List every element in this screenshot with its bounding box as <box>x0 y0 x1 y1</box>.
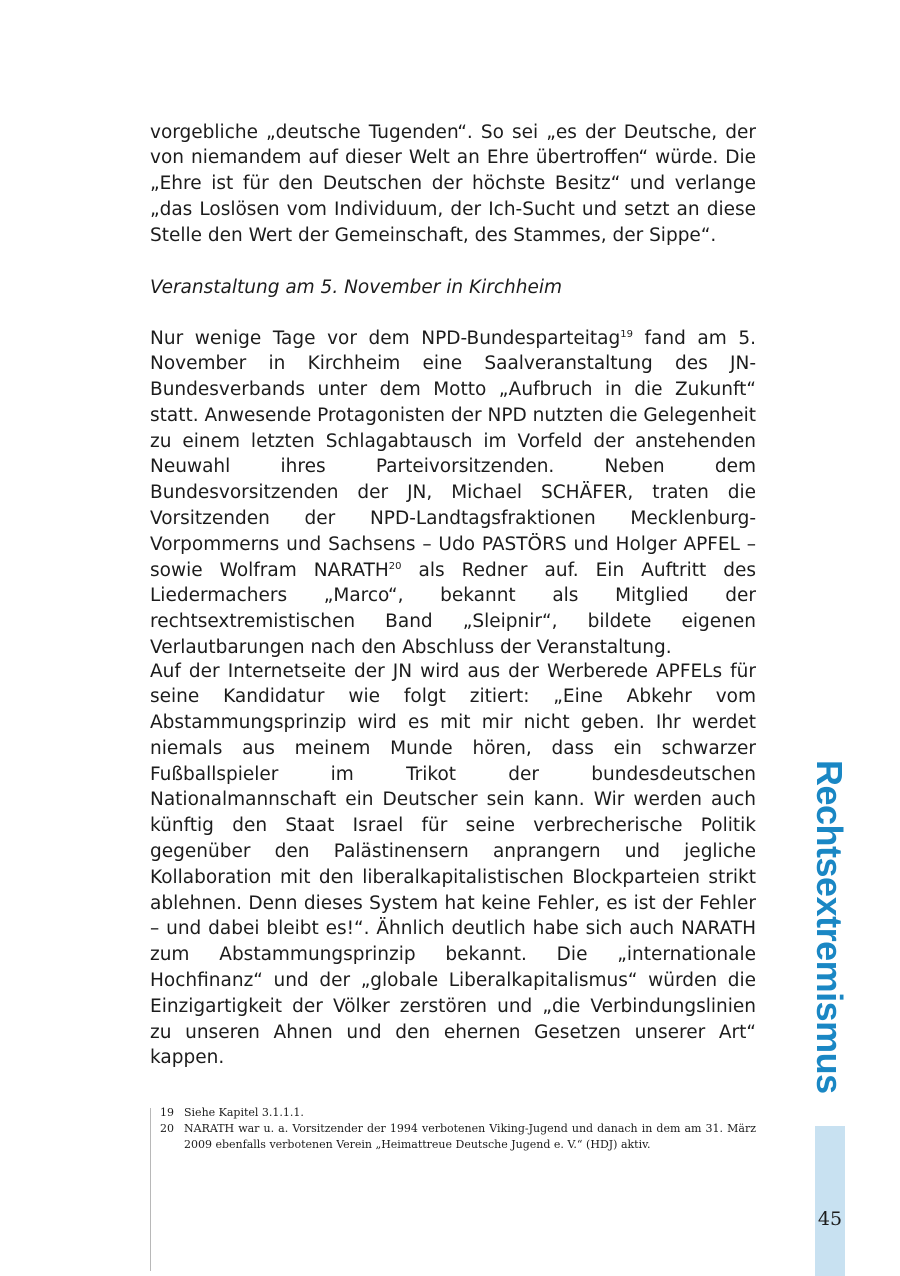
footnote-text: Siehe Kapitel 3.1.1.1. <box>184 1106 304 1119</box>
footnote-rule <box>150 1108 151 1271</box>
footnote-ref-20[interactable]: 20 <box>388 560 402 572</box>
chapter-side-title-text: Rechtsextremismus <box>809 760 850 1094</box>
body-paragraph-2 <box>150 326 756 661</box>
footnote-number: 20 <box>160 1122 174 1135</box>
footnote-19 <box>160 1105 756 1121</box>
footnote-20 <box>160 1121 756 1153</box>
footnote-text: NARATH war u. a. Vorsitzender der 1994 verbotenen Viking-Jugend und danach in dem am 31. März 2009 ebenfalls verbotenen Verein „Heimattreue Deutsche Jugend e. V.“ (HDJ) aktiv. <box>184 1122 756 1151</box>
body-paragraph-1: vorgebliche „deutsche Tugenden“. So sei „es der Deutsche, der von niemandem auf dieser Welt an Ehre übertroffen“ würde. Die „Ehre ist für den Deutschen der höchste Besitz“ und verlange „das Loslösen vom Individuum, der Ich-Sucht und setzt an diese Stelle den Wert der Gemeinschaft, des Stammes, der Sippe“. <box>150 121 756 246</box>
chapter-side-title <box>809 760 850 1094</box>
footnote-ref-19[interactable]: 19 <box>620 328 633 340</box>
body-paragraph-3: Auf der Internetseite der JN wird aus der Werberede APFELs für seine Kandidatur wie folgt zitiert: „Eine Abkehr vom Abstammungsprinzip wird es mit mir nicht geben. Ihr werdet niemals aus meinem Munde hören, dass ein schwarzer Fußballspieler im Trikot der bundesdeutschen Nationalmannschaft ein Deutscher sein kann. Wir werden auch künftig den Staat Israel für seine verbrecherische Politik gegenüber den Palästinensern anprangern und jegliche Kollaboration mit den liberalkapitalistischen Blockparteien strikt ablehnen. Denn dieses System hat keine Fehler, es ist der Fehler – und dabei bleibt es!“. Ähnlich deutlich habe sich auch NARATH zum Abstammungsprinzip bekannt. Die „internationale Hochfinanz“ und der „globale Liberalkapitalismus“ würden die Einzigartigkeit der Völker zerstören und „die Verbindungslinien zu unseren Ahnen und den ehernen Gesetzen unserer Art“ kappen. <box>150 660 756 1069</box>
paragraph-2-text-c: als Redner auf. Ein Auftritt des Liedermachers „Marco“, bekannt als Mitglied der rechtsextremistischen Band „Sleipnir“, bildete eigenen Verlautbarungen nach den Abschluss der Veranstaltung. <box>150 559 757 659</box>
paragraph-2-text-b: fand am 5. November in Kirchheim eine Saalveranstaltung des JN-Bundesverbands unter dem Motto „Aufbruch in die Zukunft“ statt. Anwesende Protagonisten der NPD nutzten die Gelegenheit zu einem letzten Schlagabtausch im Vorfeld der anstehenden Neuwahl ihres Parteivorsitzenden. Neben dem Bundesvorsitzenden der JN, Michael SCHÄFER, traten die Vorsitzenden der NPD-Landtagsfraktionen Mecklenburg-Vorpommerns und Sachsens – Udo PASTÖRS und Holger APFEL – sowie Wolfram NARATH <box>150 327 757 581</box>
paragraph-2-text-a: Nur wenige Tage vor dem NPD-Bundesparteitag <box>150 327 621 349</box>
page-tab <box>815 1126 845 1276</box>
section-subheading: Veranstaltung am 5. November in Kirchheim <box>150 276 562 298</box>
footnotes <box>160 1105 756 1153</box>
footnote-number: 19 <box>160 1106 174 1119</box>
page-number: 45 <box>817 1208 843 1230</box>
